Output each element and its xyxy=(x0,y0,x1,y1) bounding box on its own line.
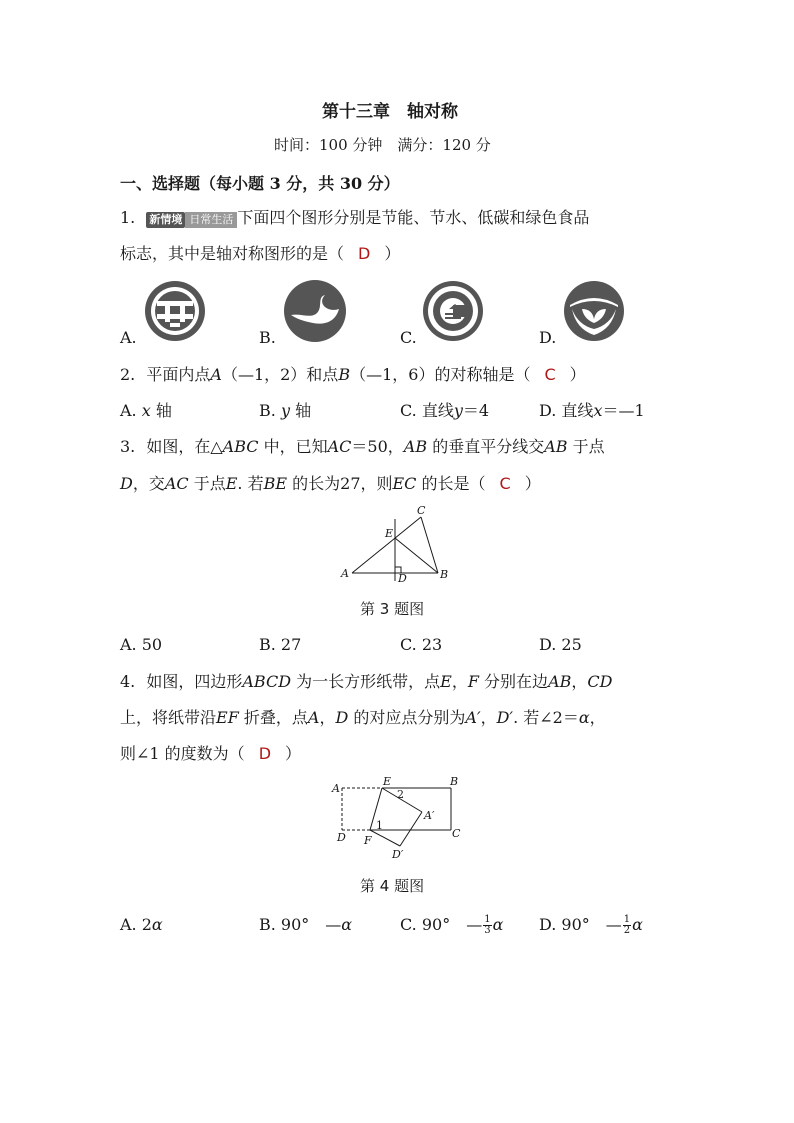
angle-1-label: 1 xyxy=(376,819,383,832)
question-number: 4. xyxy=(120,672,136,691)
question-2 xyxy=(120,364,586,386)
answer: D xyxy=(258,744,272,763)
option-a: A. xyxy=(120,328,137,347)
question-4-line2: 上，将纸带沿EF 折叠，点A，D 的对应点分别为A′，D′. 若∠2＝α， xyxy=(120,708,606,727)
question-4-line1: 4. 如图，四边形ABCD 为一长方形纸带，点E，F 分别在边AB，CD xyxy=(120,672,613,691)
label-b: B xyxy=(440,568,449,581)
option-c: C. 23 xyxy=(400,635,443,654)
option-d: D. xyxy=(539,328,557,347)
chapter-title: 第十三章 轴对称 xyxy=(322,102,458,122)
option-b: B. y 轴 xyxy=(259,401,312,420)
question-4-figure xyxy=(330,774,470,864)
angle-2-label: 2 xyxy=(397,788,404,801)
label-b: B xyxy=(450,775,459,788)
question-text: （—1，6）的对称轴是（ xyxy=(350,365,531,384)
figure-4-caption: 第 4 题图 xyxy=(360,877,425,895)
option-c: C. 90° — $\frac{1}{3}$ α xyxy=(400,914,504,936)
option-a: A. x 轴 xyxy=(120,401,172,420)
answer: D xyxy=(358,244,371,263)
question-3-figure xyxy=(337,503,457,585)
label-d: D xyxy=(398,572,407,585)
question-3-line2: D，交AC 于点E. 若BE 的长为27，则EC 的长是（ C ） xyxy=(120,474,541,493)
answer: C xyxy=(544,365,556,384)
paren-close: ） xyxy=(569,365,586,384)
green-food-logo xyxy=(562,279,626,343)
option-d: D. 直线x＝—1 xyxy=(539,401,645,420)
section-title: 一、选择题（每小题 3 分，共 30 分） xyxy=(120,174,400,193)
option-b: B. 27 xyxy=(259,635,302,654)
water-saving-logo xyxy=(283,279,347,343)
question-text: 平面内点 xyxy=(146,365,211,384)
energy-saving-logo xyxy=(143,279,207,343)
low-carbon-logo xyxy=(421,279,485,343)
option-a: A. 50 xyxy=(120,635,163,654)
tag-daily-life: 日常生活 xyxy=(185,212,237,228)
option-c: C. 直线y＝4 xyxy=(400,401,490,420)
fraction-one-half: $\frac{1}{2}$ xyxy=(623,914,631,936)
question-text: （—1，2）和点 xyxy=(221,365,339,384)
label-a-prime: A′ xyxy=(424,809,435,822)
label-e: E xyxy=(383,775,392,788)
question-number: 1. xyxy=(120,208,136,227)
paren-close: ） xyxy=(384,244,401,263)
question-number: 2. xyxy=(120,365,136,384)
option-d: D. 25 xyxy=(539,635,582,654)
option-d: D. 90° — $\frac{1}{2}$ α xyxy=(539,914,643,936)
answer: C xyxy=(499,474,511,493)
option-b: B. 90° —α xyxy=(259,915,353,934)
option-c: C. xyxy=(400,328,417,347)
fraction-one-third: $\frac{1}{3}$ xyxy=(484,914,491,936)
question-text: 标志，其中是轴对称图形的是（ xyxy=(120,244,345,263)
label-a: A xyxy=(332,782,340,795)
label-e: E xyxy=(385,527,394,540)
question-text: 下面四个图形分别是节能、节水、低碳和绿色食品 xyxy=(237,208,590,227)
label-c: C xyxy=(417,504,426,517)
label-f: F xyxy=(364,834,372,847)
label-d-prime: D′ xyxy=(392,848,404,861)
question-number: 3. xyxy=(120,437,136,456)
question-3-line1: 3. 如图，在△ABC 中，已知AC＝50，AB 的垂直平分线交AB 于点 xyxy=(120,437,605,456)
point-a: A xyxy=(210,365,222,384)
question-1-line2 xyxy=(120,243,400,265)
option-b: B. xyxy=(259,328,276,347)
label-d: D xyxy=(337,831,346,844)
tag-new-scenario: 新情境 xyxy=(146,212,185,228)
label-c: C xyxy=(452,827,461,840)
figure-3-caption: 第 3 题图 xyxy=(360,600,425,618)
question-4-line3: 则∠1 的度数为（ D ） xyxy=(120,744,302,763)
point-b: B xyxy=(338,365,351,384)
question-1-line1 xyxy=(120,207,589,229)
option-a: A. 2α xyxy=(120,915,163,934)
label-a: A xyxy=(341,567,349,580)
exam-meta: 时间：100 分钟 满分：120 分 xyxy=(274,136,491,154)
